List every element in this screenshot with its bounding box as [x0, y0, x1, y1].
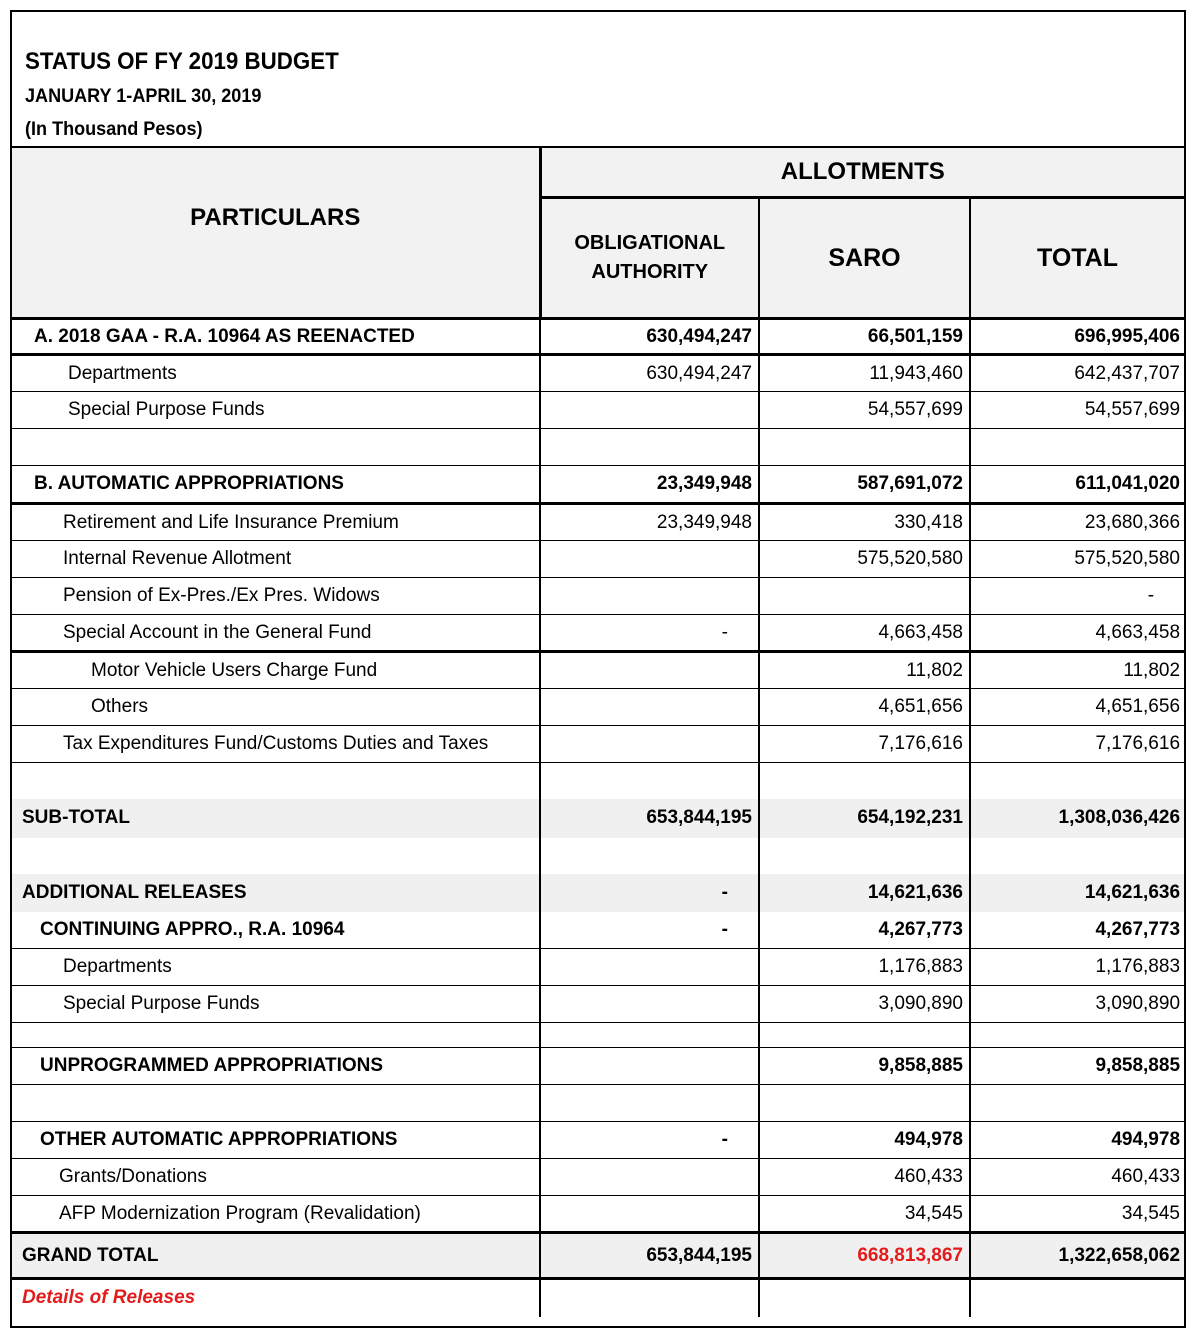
oa-value	[540, 726, 759, 763]
subtotal-row	[12, 799, 1184, 838]
total-value: 34,545	[970, 1196, 1184, 1233]
total-value: 23,680,366	[970, 504, 1184, 541]
oa-value: -	[540, 1122, 759, 1159]
saro-value	[759, 578, 970, 615]
total-value: 460,433	[970, 1159, 1184, 1196]
table-row	[12, 541, 1184, 578]
row-label: Departments	[12, 949, 540, 986]
oa-value: -	[540, 874, 759, 912]
total-value: 1,176,883	[970, 949, 1184, 986]
oa-value	[540, 1048, 759, 1085]
table-row	[12, 986, 1184, 1023]
saro-value: 330,418	[759, 504, 970, 541]
total-value: 4,651,656	[970, 689, 1184, 726]
saro-value: 3,090,890	[759, 986, 970, 1023]
saro-value: 11,802	[759, 652, 970, 689]
oa-value	[540, 652, 759, 689]
oa-value	[540, 986, 759, 1023]
spacer-row	[12, 429, 1184, 466]
saro-value: 575,520,580	[759, 541, 970, 578]
row-label: Special Account in the General Fund	[12, 615, 540, 652]
saro-value: 66,501,159	[759, 319, 970, 355]
table-row	[12, 355, 1184, 392]
row-label: UNPROGRAMMED APPROPRIATIONS	[12, 1048, 540, 1085]
total-value: 1,308,036,426	[970, 799, 1184, 838]
saro-value: 4,651,656	[759, 689, 970, 726]
obligational-line2: AUTHORITY	[591, 261, 709, 283]
saro-value: 14,621,636	[759, 874, 970, 912]
saro-value: 668,813,867	[759, 1233, 970, 1279]
oa-value	[540, 392, 759, 429]
footer-row	[12, 1279, 1184, 1317]
table-row	[12, 319, 1184, 355]
spacer-row	[12, 1085, 1184, 1122]
row-label: CONTINUING APPRO., R.A. 10964	[12, 912, 540, 949]
table-row	[12, 949, 1184, 986]
table-row	[12, 578, 1184, 615]
oa-value	[540, 949, 759, 986]
report-period: JANUARY 1-APRIL 30, 2019	[25, 86, 262, 107]
row-label: B. AUTOMATIC APPROPRIATIONS	[12, 466, 540, 504]
row-label: Special Purpose Funds	[12, 392, 540, 429]
total-value: 7,176,616	[970, 726, 1184, 763]
table-row	[12, 912, 1184, 949]
row-label: OTHER AUTOMATIC APPROPRIATIONS	[12, 1122, 540, 1159]
row-label: Retirement and Life Insurance Premium	[12, 504, 540, 541]
row-label: GRAND TOTAL	[12, 1233, 540, 1279]
saro-value: 11,943,460	[759, 355, 970, 392]
table-row	[12, 726, 1184, 763]
total-value: 611,041,020	[970, 466, 1184, 504]
saro-value: 9,858,885	[759, 1048, 970, 1085]
oa-value: 630,494,247	[540, 355, 759, 392]
table-row	[12, 1159, 1184, 1196]
particulars-header: PARTICULARS	[12, 148, 540, 319]
total-value: 494,978	[970, 1122, 1184, 1159]
row-label: Motor Vehicle Users Charge Fund	[12, 652, 540, 689]
total-value: 1,322,658,062	[970, 1233, 1184, 1279]
saro-value: 7,176,616	[759, 726, 970, 763]
row-label: Internal Revenue Allotment	[12, 541, 540, 578]
oa-value	[540, 1196, 759, 1233]
oa-value	[540, 689, 759, 726]
grand-total-row	[12, 1233, 1184, 1279]
report-title: STATUS OF FY 2019 BUDGET	[25, 48, 339, 75]
oa-value: 653,844,195	[540, 799, 759, 838]
total-value: 14,621,636	[970, 874, 1184, 912]
saro-value: 654,192,231	[759, 799, 970, 838]
row-label: Tax Expenditures Fund/Customs Duties and Taxes	[12, 726, 540, 763]
saro-value: 1,176,883	[759, 949, 970, 986]
budget-sheet	[10, 10, 1186, 1328]
allotments-header: ALLOTMENTS	[540, 148, 1184, 198]
total-value: 11,802	[970, 652, 1184, 689]
table-row	[12, 504, 1184, 541]
oa-value	[540, 1159, 759, 1196]
spacer-row	[12, 1023, 1184, 1048]
total-value: 9,858,885	[970, 1048, 1184, 1085]
table-row	[12, 1048, 1184, 1085]
details-of-releases-link[interactable]: Details of Releases	[22, 1287, 196, 1309]
oa-value: -	[540, 912, 759, 949]
budget-table	[12, 148, 1184, 1317]
row-label: Special Purpose Funds	[12, 986, 540, 1023]
oa-value: 23,349,948	[540, 466, 759, 504]
total-value: 4,267,773	[970, 912, 1184, 949]
saro-header: SARO	[759, 198, 970, 319]
total-header: TOTAL	[970, 198, 1184, 319]
saro-value: 54,557,699	[759, 392, 970, 429]
total-value: 696,995,406	[970, 319, 1184, 355]
obligational-authority-header	[540, 198, 759, 319]
oa-value	[540, 541, 759, 578]
table-row	[12, 689, 1184, 726]
row-label: AFP Modernization Program (Revalidation)	[12, 1196, 540, 1233]
row-label: Pension of Ex-Pres./Ex Pres. Widows	[12, 578, 540, 615]
total-value: 3,090,890	[970, 986, 1184, 1023]
table-row	[12, 615, 1184, 652]
table-row	[12, 392, 1184, 429]
obligational-line1: OBLIGATIONAL	[574, 232, 726, 254]
spacer-row	[12, 838, 1184, 874]
table-row	[12, 1196, 1184, 1233]
saro-value: 4,663,458	[759, 615, 970, 652]
row-label: Departments	[12, 355, 540, 392]
oa-value	[540, 578, 759, 615]
total-value: -	[970, 578, 1184, 615]
row-label: A. 2018 GAA - R.A. 10964 AS REENACTED	[12, 319, 540, 355]
table-row	[12, 652, 1184, 689]
spacer-row	[12, 763, 1184, 799]
oa-value: 23,349,948	[540, 504, 759, 541]
total-value: 54,557,699	[970, 392, 1184, 429]
saro-value: 460,433	[759, 1159, 970, 1196]
oa-value: -	[540, 615, 759, 652]
saro-value: 587,691,072	[759, 466, 970, 504]
row-label: Others	[12, 689, 540, 726]
table-row	[12, 874, 1184, 912]
oa-value: 653,844,195	[540, 1233, 759, 1279]
saro-value: 4,267,773	[759, 912, 970, 949]
total-value: 575,520,580	[970, 541, 1184, 578]
row-label: Grants/Donations	[12, 1159, 540, 1196]
total-value: 4,663,458	[970, 615, 1184, 652]
table-row	[12, 1122, 1184, 1159]
saro-value: 34,545	[759, 1196, 970, 1233]
total-value: 642,437,707	[970, 355, 1184, 392]
saro-value: 494,978	[759, 1122, 970, 1159]
row-label: SUB-TOTAL	[12, 799, 540, 838]
row-label: ADDITIONAL RELEASES	[12, 874, 540, 912]
report-unit: (In Thousand Pesos)	[25, 119, 203, 140]
table-row	[12, 466, 1184, 504]
oa-value: 630,494,247	[540, 319, 759, 355]
